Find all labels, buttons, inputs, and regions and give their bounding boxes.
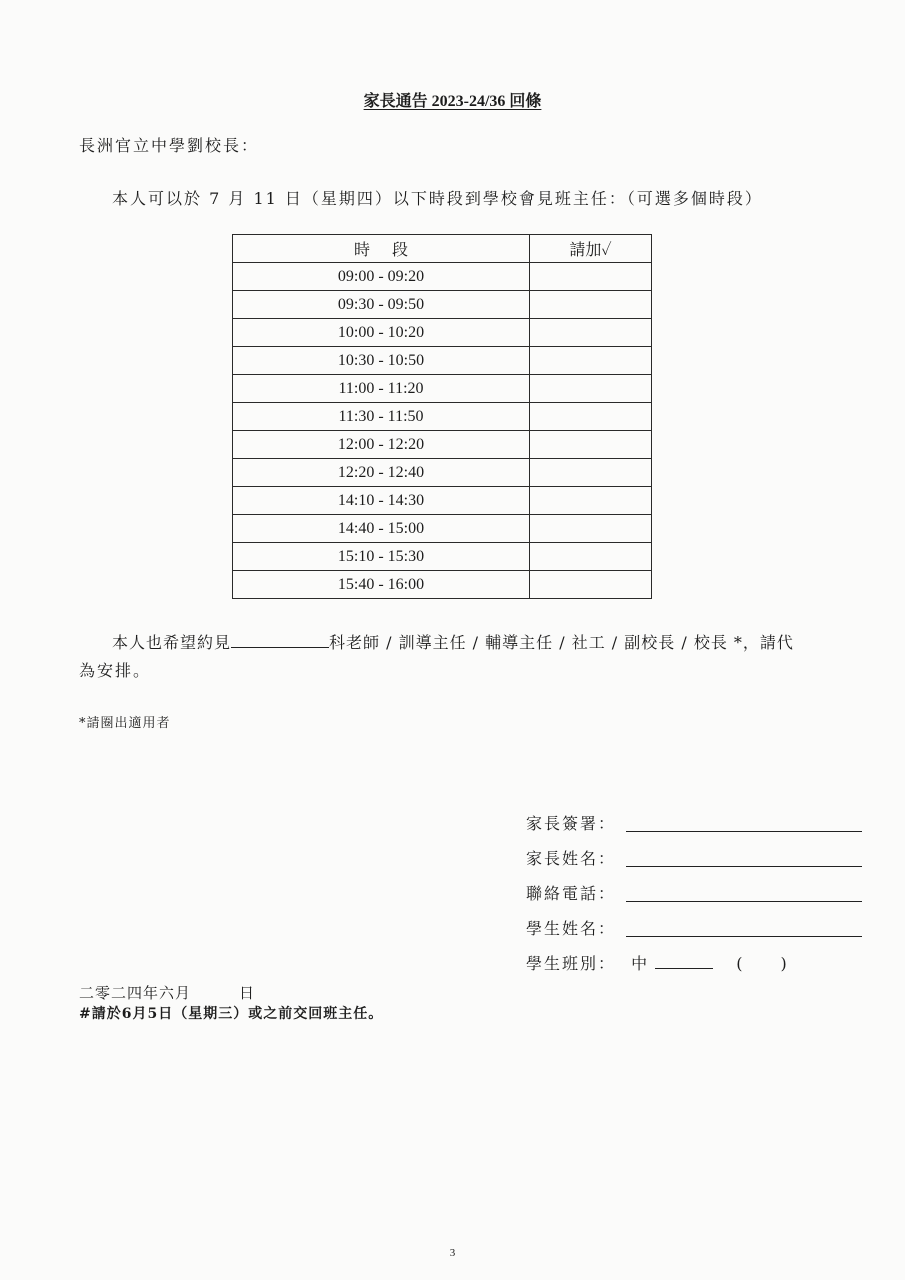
- time-slot-row: [233, 459, 652, 487]
- time-slot-row: [233, 291, 652, 319]
- time-slot-row: [233, 375, 652, 403]
- student-name-field[interactable]: [626, 936, 862, 937]
- subject-blank[interactable]: [231, 633, 329, 648]
- circle-note: *請圈出適用者: [79, 716, 171, 731]
- time-slot-check-cell[interactable]: [530, 431, 652, 459]
- time-slot-row: [233, 263, 652, 291]
- time-slot-label: 10:30 - 10:50: [233, 347, 530, 375]
- time-slot-row: [233, 543, 652, 571]
- table-header-row: [233, 235, 652, 263]
- time-slot-label: 10:00 - 10:20: [233, 319, 530, 347]
- time-slot-label: 12:00 - 12:20: [233, 431, 530, 459]
- class-number-paren: ( ): [736, 954, 789, 973]
- time-slot-check-cell[interactable]: [530, 515, 652, 543]
- time-slot-table: [232, 234, 652, 599]
- time-slot-check-cell[interactable]: [530, 487, 652, 515]
- parent-name-field[interactable]: [626, 866, 862, 867]
- time-slot-label: 14:10 - 14:30: [233, 487, 530, 515]
- header-check: 請加✓: [530, 235, 652, 263]
- time-slot-row: [233, 403, 652, 431]
- time-slot-label: 09:30 - 09:50: [233, 291, 530, 319]
- time-slot-check-cell[interactable]: [530, 459, 652, 487]
- label-student-class: 學生班別：: [526, 954, 617, 973]
- phone-field[interactable]: [626, 901, 862, 902]
- time-slot-check-cell[interactable]: [530, 375, 652, 403]
- notice-title: 家長通告 2023-24/36 回條: [363, 93, 542, 110]
- header-time: 時段: [233, 235, 530, 263]
- also-request-line2: 為安排。: [79, 661, 152, 680]
- time-slot-label: 11:00 - 11:20: [233, 375, 530, 403]
- label-parent-name: 家長姓名：: [526, 849, 617, 868]
- intro-text: 本人可以於 7 月 11 日（星期四）以下時段到學校會見班主任：（可選多個時段）: [112, 189, 763, 208]
- time-slot-label: 09:00 - 09:20: [233, 263, 530, 291]
- time-slot-label: 12:20 - 12:40: [233, 459, 530, 487]
- time-slot-check-cell[interactable]: [530, 291, 652, 319]
- time-slot-label: 15:10 - 15:30: [233, 543, 530, 571]
- label-parent-signature: 家長簽署：: [526, 814, 617, 833]
- also-request-suffix: 科老師 / 訓導主任 / 輔導主任 / 社工 / 副校長 / 校長 *，請代: [329, 633, 794, 652]
- date-line: 二零二四年六月 日: [79, 984, 256, 1002]
- time-slot-row: [233, 319, 652, 347]
- time-slot-check-cell[interactable]: [530, 571, 652, 599]
- time-slot-row: [233, 431, 652, 459]
- parent-signature-field[interactable]: [626, 831, 862, 832]
- time-slot-row: [233, 571, 652, 599]
- salutation: 長洲官立中學劉校長：: [79, 136, 260, 155]
- deadline-note: #請於6月5日（星期三）或之前交回班主任。: [79, 1006, 384, 1022]
- label-phone: 聯絡電話：: [526, 884, 617, 903]
- time-slot-rows: [233, 263, 652, 599]
- class-prefix: 中: [631, 954, 650, 973]
- time-slot-check-cell[interactable]: [530, 347, 652, 375]
- student-class-row: [526, 951, 789, 974]
- time-slot-label: 14:40 - 15:00: [233, 515, 530, 543]
- time-slot-row: [233, 347, 652, 375]
- time-slot-check-cell[interactable]: [530, 319, 652, 347]
- time-slot-row: [233, 515, 652, 543]
- time-slot-check-cell[interactable]: [530, 403, 652, 431]
- also-request-prefix: 本人也希望約見: [112, 633, 232, 652]
- time-slot-label: 11:30 - 11:50: [233, 403, 530, 431]
- also-request-line: [112, 630, 794, 653]
- page-number: 3: [449, 1247, 456, 1259]
- label-student-name: 學生姓名：: [526, 919, 617, 938]
- time-slot-label: 15:40 - 16:00: [233, 571, 530, 599]
- class-field[interactable]: [655, 954, 713, 969]
- time-slot-row: [233, 487, 652, 515]
- time-slot-check-cell[interactable]: [530, 543, 652, 571]
- time-slot-check-cell[interactable]: [530, 263, 652, 291]
